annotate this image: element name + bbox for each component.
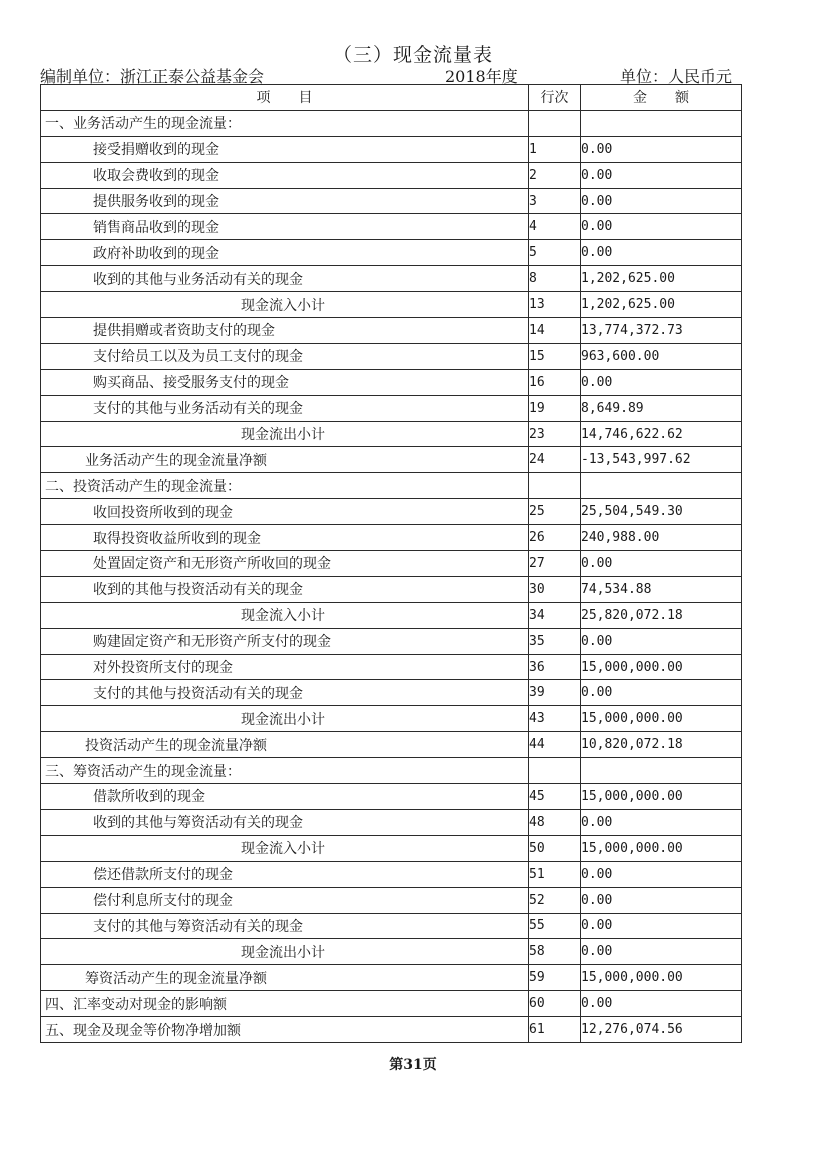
row-line-number: 51 [529,861,581,887]
row-line-number: 45 [529,784,581,810]
row-line-number: 55 [529,913,581,939]
row-amount: 963,600.00 [581,343,742,369]
table-row [41,214,742,240]
row-line-number: 60 [529,991,581,1017]
table-row [41,240,742,266]
row-item-label: 收回投资所收到的现金 [41,499,529,525]
row-amount: 13,774,372.73 [581,318,742,344]
row-line-number: 15 [529,343,581,369]
table-row [41,913,742,939]
table-row [41,551,742,577]
row-line-number: 19 [529,395,581,421]
row-amount: 0.00 [581,214,742,240]
row-item-label: 现金流入小计 [41,292,529,318]
row-item-label: 现金流入小计 [41,602,529,628]
row-amount: 0.00 [581,136,742,162]
organization-label: 编制单位：浙江正泰公益基金会 [40,67,265,86]
row-item-label: 业务活动产生的现金流量净额 [41,447,529,473]
row-line-number: 48 [529,809,581,835]
row-amount [581,110,742,136]
table-row [41,395,742,421]
row-line-number: 36 [529,654,581,680]
table-row [41,887,742,913]
row-amount: 15,000,000.00 [581,706,742,732]
table-row [41,1017,742,1043]
row-line-number: 61 [529,1017,581,1043]
row-line-number: 13 [529,292,581,318]
row-line-number: 23 [529,421,581,447]
row-item-label: 提供服务收到的现金 [41,188,529,214]
row-item-label: 收到的其他与业务活动有关的现金 [41,266,529,292]
header-line-number: 行次 [529,85,581,111]
table-row [41,965,742,991]
row-amount: 0.00 [581,551,742,577]
table-row [41,318,742,344]
table-row [41,861,742,887]
row-line-number: 27 [529,551,581,577]
row-line-number: 24 [529,447,581,473]
table-row [41,473,742,499]
row-amount [581,758,742,784]
row-item-label: 提供捐赠或者资助支付的现金 [41,318,529,344]
row-item-label: 筹资活动产生的现金流量净额 [41,965,529,991]
row-item-label: 五、现金及现金等价物净增加额 [41,1017,529,1043]
row-item-label: 三、筹资活动产生的现金流量： [41,758,529,784]
table-row [41,654,742,680]
row-amount: 25,820,072.18 [581,602,742,628]
row-line-number: 44 [529,732,581,758]
row-line-number: 16 [529,369,581,395]
row-line-number: 2 [529,162,581,188]
row-item-label: 收取会费收到的现金 [41,162,529,188]
row-amount: 1,202,625.00 [581,292,742,318]
fiscal-year-label: 2018年度 [445,67,518,86]
page-title: （三）现金流量表 [332,44,493,66]
row-amount: 0.00 [581,628,742,654]
table-row [41,602,742,628]
row-amount: 74,534.88 [581,576,742,602]
row-item-label: 支付的其他与筹资活动有关的现金 [41,913,529,939]
table-row [41,110,742,136]
row-line-number: 43 [529,706,581,732]
table-row [41,706,742,732]
table-row [41,758,742,784]
row-item-label: 收到的其他与筹资活动有关的现金 [41,809,529,835]
row-line-number: 58 [529,939,581,965]
row-item-label: 收到的其他与投资活动有关的现金 [41,576,529,602]
row-item-label: 偿付利息所支付的现金 [41,887,529,913]
row-line-number: 34 [529,602,581,628]
table-header-row [41,85,742,111]
row-amount: 0.00 [581,991,742,1017]
row-item-label: 投资活动产生的现金流量净额 [41,732,529,758]
row-line-number: 50 [529,835,581,861]
row-line-number: 14 [529,318,581,344]
row-line-number: 59 [529,965,581,991]
row-line-number [529,758,581,784]
row-item-label: 现金流出小计 [41,706,529,732]
table-row [41,732,742,758]
row-item-label: 现金流入小计 [41,835,529,861]
row-amount: 0.00 [581,861,742,887]
row-amount: 0.00 [581,809,742,835]
row-line-number: 5 [529,240,581,266]
row-amount: 14,746,622.62 [581,421,742,447]
row-line-number: 4 [529,214,581,240]
row-item-label: 四、汇率变动对现金的影响额 [41,991,529,1017]
row-line-number: 26 [529,525,581,551]
table-row [41,628,742,654]
row-line-number: 3 [529,188,581,214]
row-amount: 0.00 [581,913,742,939]
table-row [41,188,742,214]
row-item-label: 接受捐赠收到的现金 [41,136,529,162]
row-amount: 0.00 [581,887,742,913]
table-row [41,447,742,473]
table-row [41,343,742,369]
row-amount: 0.00 [581,939,742,965]
table-row [41,576,742,602]
row-line-number: 35 [529,628,581,654]
row-line-number [529,110,581,136]
page-number: 第31页 [389,1057,437,1073]
row-amount: -13,543,997.62 [581,447,742,473]
row-line-number: 30 [529,576,581,602]
table-row [41,421,742,447]
row-amount: 8,649.89 [581,395,742,421]
row-amount: 15,000,000.00 [581,835,742,861]
table-row [41,809,742,835]
currency-unit-label: 单位：人民币元 [620,67,733,86]
row-line-number: 8 [529,266,581,292]
row-item-label: 偿还借款所支付的现金 [41,861,529,887]
row-amount: 0.00 [581,240,742,266]
table-row [41,835,742,861]
row-amount: 15,000,000.00 [581,654,742,680]
table-row [41,525,742,551]
header-item: 项 目 [41,85,529,111]
row-amount: 15,000,000.00 [581,784,742,810]
row-item-label: 取得投资收益所收到的现金 [41,525,529,551]
row-amount: 240,988.00 [581,525,742,551]
row-item-label: 现金流出小计 [41,421,529,447]
table-body [41,110,742,1042]
row-amount: 12,276,074.56 [581,1017,742,1043]
header-amount: 金 额 [581,85,742,111]
row-item-label: 对外投资所支付的现金 [41,654,529,680]
row-item-label: 支付的其他与投资活动有关的现金 [41,680,529,706]
row-amount: 10,820,072.18 [581,732,742,758]
row-line-number: 1 [529,136,581,162]
row-amount: 0.00 [581,369,742,395]
table-row [41,991,742,1017]
row-amount [581,473,742,499]
row-line-number: 25 [529,499,581,525]
table-row [41,266,742,292]
row-amount: 0.00 [581,162,742,188]
row-amount: 0.00 [581,680,742,706]
row-item-label: 支付给员工以及为员工支付的现金 [41,343,529,369]
table-row [41,369,742,395]
row-item-label: 政府补助收到的现金 [41,240,529,266]
row-item-label: 二、投资活动产生的现金流量： [41,473,529,499]
row-item-label: 销售商品收到的现金 [41,214,529,240]
row-line-number: 52 [529,887,581,913]
row-line-number [529,473,581,499]
row-item-label: 现金流出小计 [41,939,529,965]
table-row [41,939,742,965]
table-row [41,499,742,525]
row-amount: 0.00 [581,188,742,214]
row-amount: 1,202,625.00 [581,266,742,292]
row-amount: 15,000,000.00 [581,965,742,991]
row-item-label: 借款所收到的现金 [41,784,529,810]
row-item-label: 购建固定资产和无形资产所支付的现金 [41,628,529,654]
row-item-label: 处置固定资产和无形资产所收回的现金 [41,551,529,577]
row-item-label: 一、业务活动产生的现金流量： [41,110,529,136]
table-row [41,162,742,188]
table-row [41,784,742,810]
row-item-label: 支付的其他与业务活动有关的现金 [41,395,529,421]
row-item-label: 购买商品、接受服务支付的现金 [41,369,529,395]
row-amount: 25,504,549.30 [581,499,742,525]
table-row [41,136,742,162]
table-row [41,680,742,706]
cash-flow-table [40,84,742,1043]
table-row [41,292,742,318]
row-line-number: 39 [529,680,581,706]
